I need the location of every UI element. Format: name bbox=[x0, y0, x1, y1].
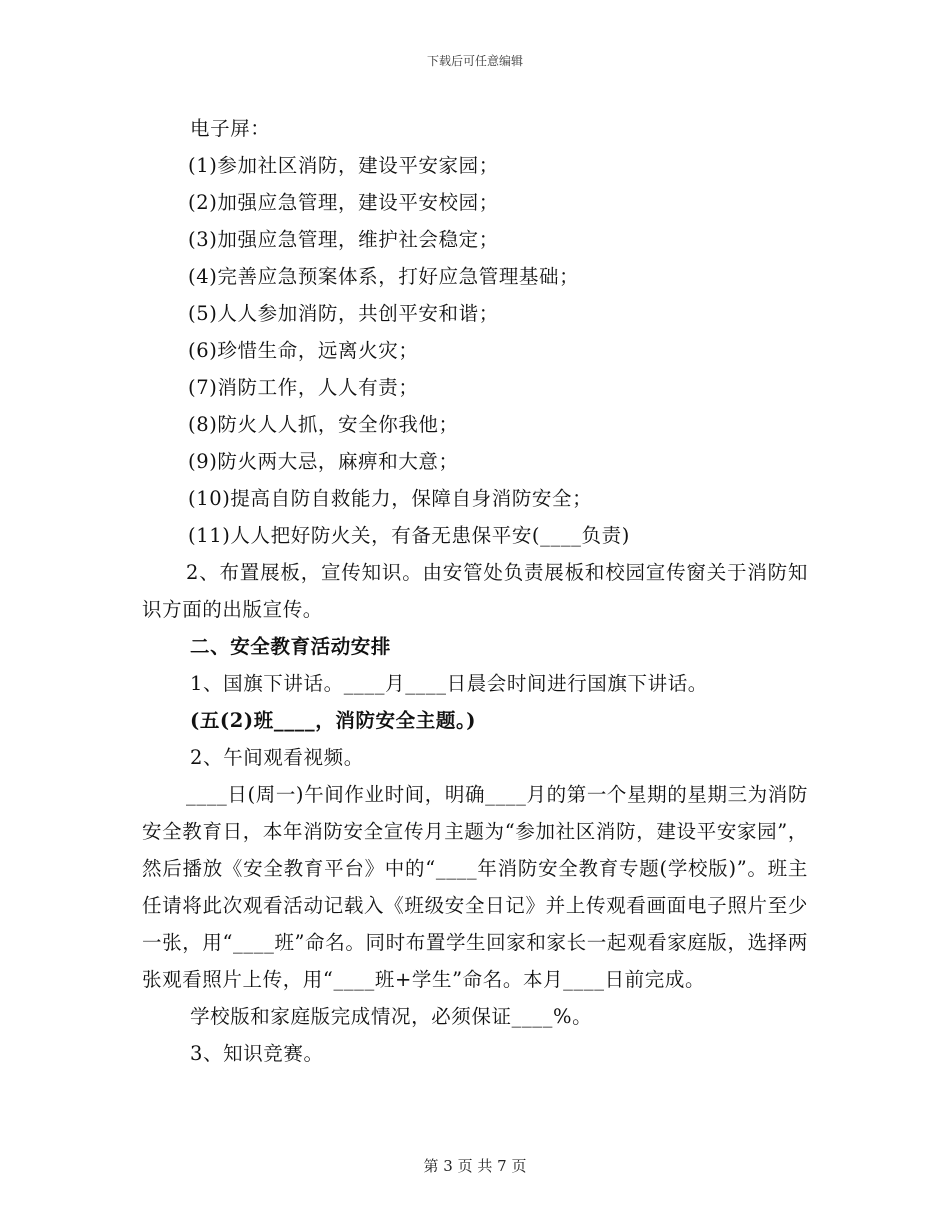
slogan-item: (11)人人把好防火关，有备无患保平安(____负责) bbox=[188, 524, 630, 547]
slogan-item: (1)参加社区消防，建设平安家园； bbox=[188, 154, 499, 177]
quiz-title: 3、知识竞赛。 bbox=[190, 1042, 324, 1065]
screen-label: 电子屏： bbox=[190, 117, 271, 140]
page-number: 第 3 页 共 7 页 bbox=[423, 1157, 527, 1175]
document-body bbox=[142, 110, 808, 1072]
slogan-item: (7)消防工作，人人有责； bbox=[188, 376, 419, 399]
video-title: 2、午间观看视频。 bbox=[190, 746, 364, 769]
slogan-item: (9)防火两大忌，麻痹和大意； bbox=[188, 450, 459, 473]
slogan-item: (5)人人参加消防，共创平安和谐； bbox=[188, 302, 499, 325]
header-note: 下载后可任意编辑 bbox=[426, 54, 523, 68]
slogan-item: (2)加强应急管理，建设平安校园； bbox=[188, 191, 499, 214]
slogan-item: (4)完善应急预案体系，打好应急管理基础； bbox=[188, 265, 580, 288]
section-title: 二、安全教育活动安排 bbox=[190, 635, 392, 658]
flag-speech: 1、国旗下讲话。____月____日晨会时间进行国旗下讲话。 bbox=[190, 672, 708, 695]
completion-requirement: 学校版和家庭版完成情况，必须保证____%。 bbox=[190, 1005, 593, 1028]
flag-speech-note: (五(2)班____，消防安全主题。) bbox=[190, 709, 477, 732]
slogan-item: (3)加强应急管理，维护社会稳定； bbox=[188, 228, 499, 251]
slogan-item: (6)珍惜生命，远离火灾； bbox=[188, 339, 419, 362]
video-paragraph: ____日(周一)午间作业时间，明确____月的第一个星期的星期三为消防安全教育日，本年消防安全宣传月主题为“参加社区消防，建设平安家园”，然后播放《安全教育平台》中的“____年消防安全教育专题(学校版)”。班主任请将此次观看活动记载入《班级安全日记》并上传观看画面电子照片至少一张，用“____班”命名。同时布置学生回家和家长一起观看家庭版，选择两张观看照片上传，用“____班+学生”命名。本月____日前完成。 bbox=[142, 783, 808, 991]
slogan-item: (10)提高自防自救能力，保障自身消防安全； bbox=[188, 487, 593, 510]
item-display-boards: 2、布置展板，宣传知识。由安管处负责展板和校园宣传窗关于消防知识方面的出版宣传。 bbox=[142, 561, 808, 621]
slogan-item: (8)防火人人抓，安全你我他； bbox=[188, 413, 459, 436]
